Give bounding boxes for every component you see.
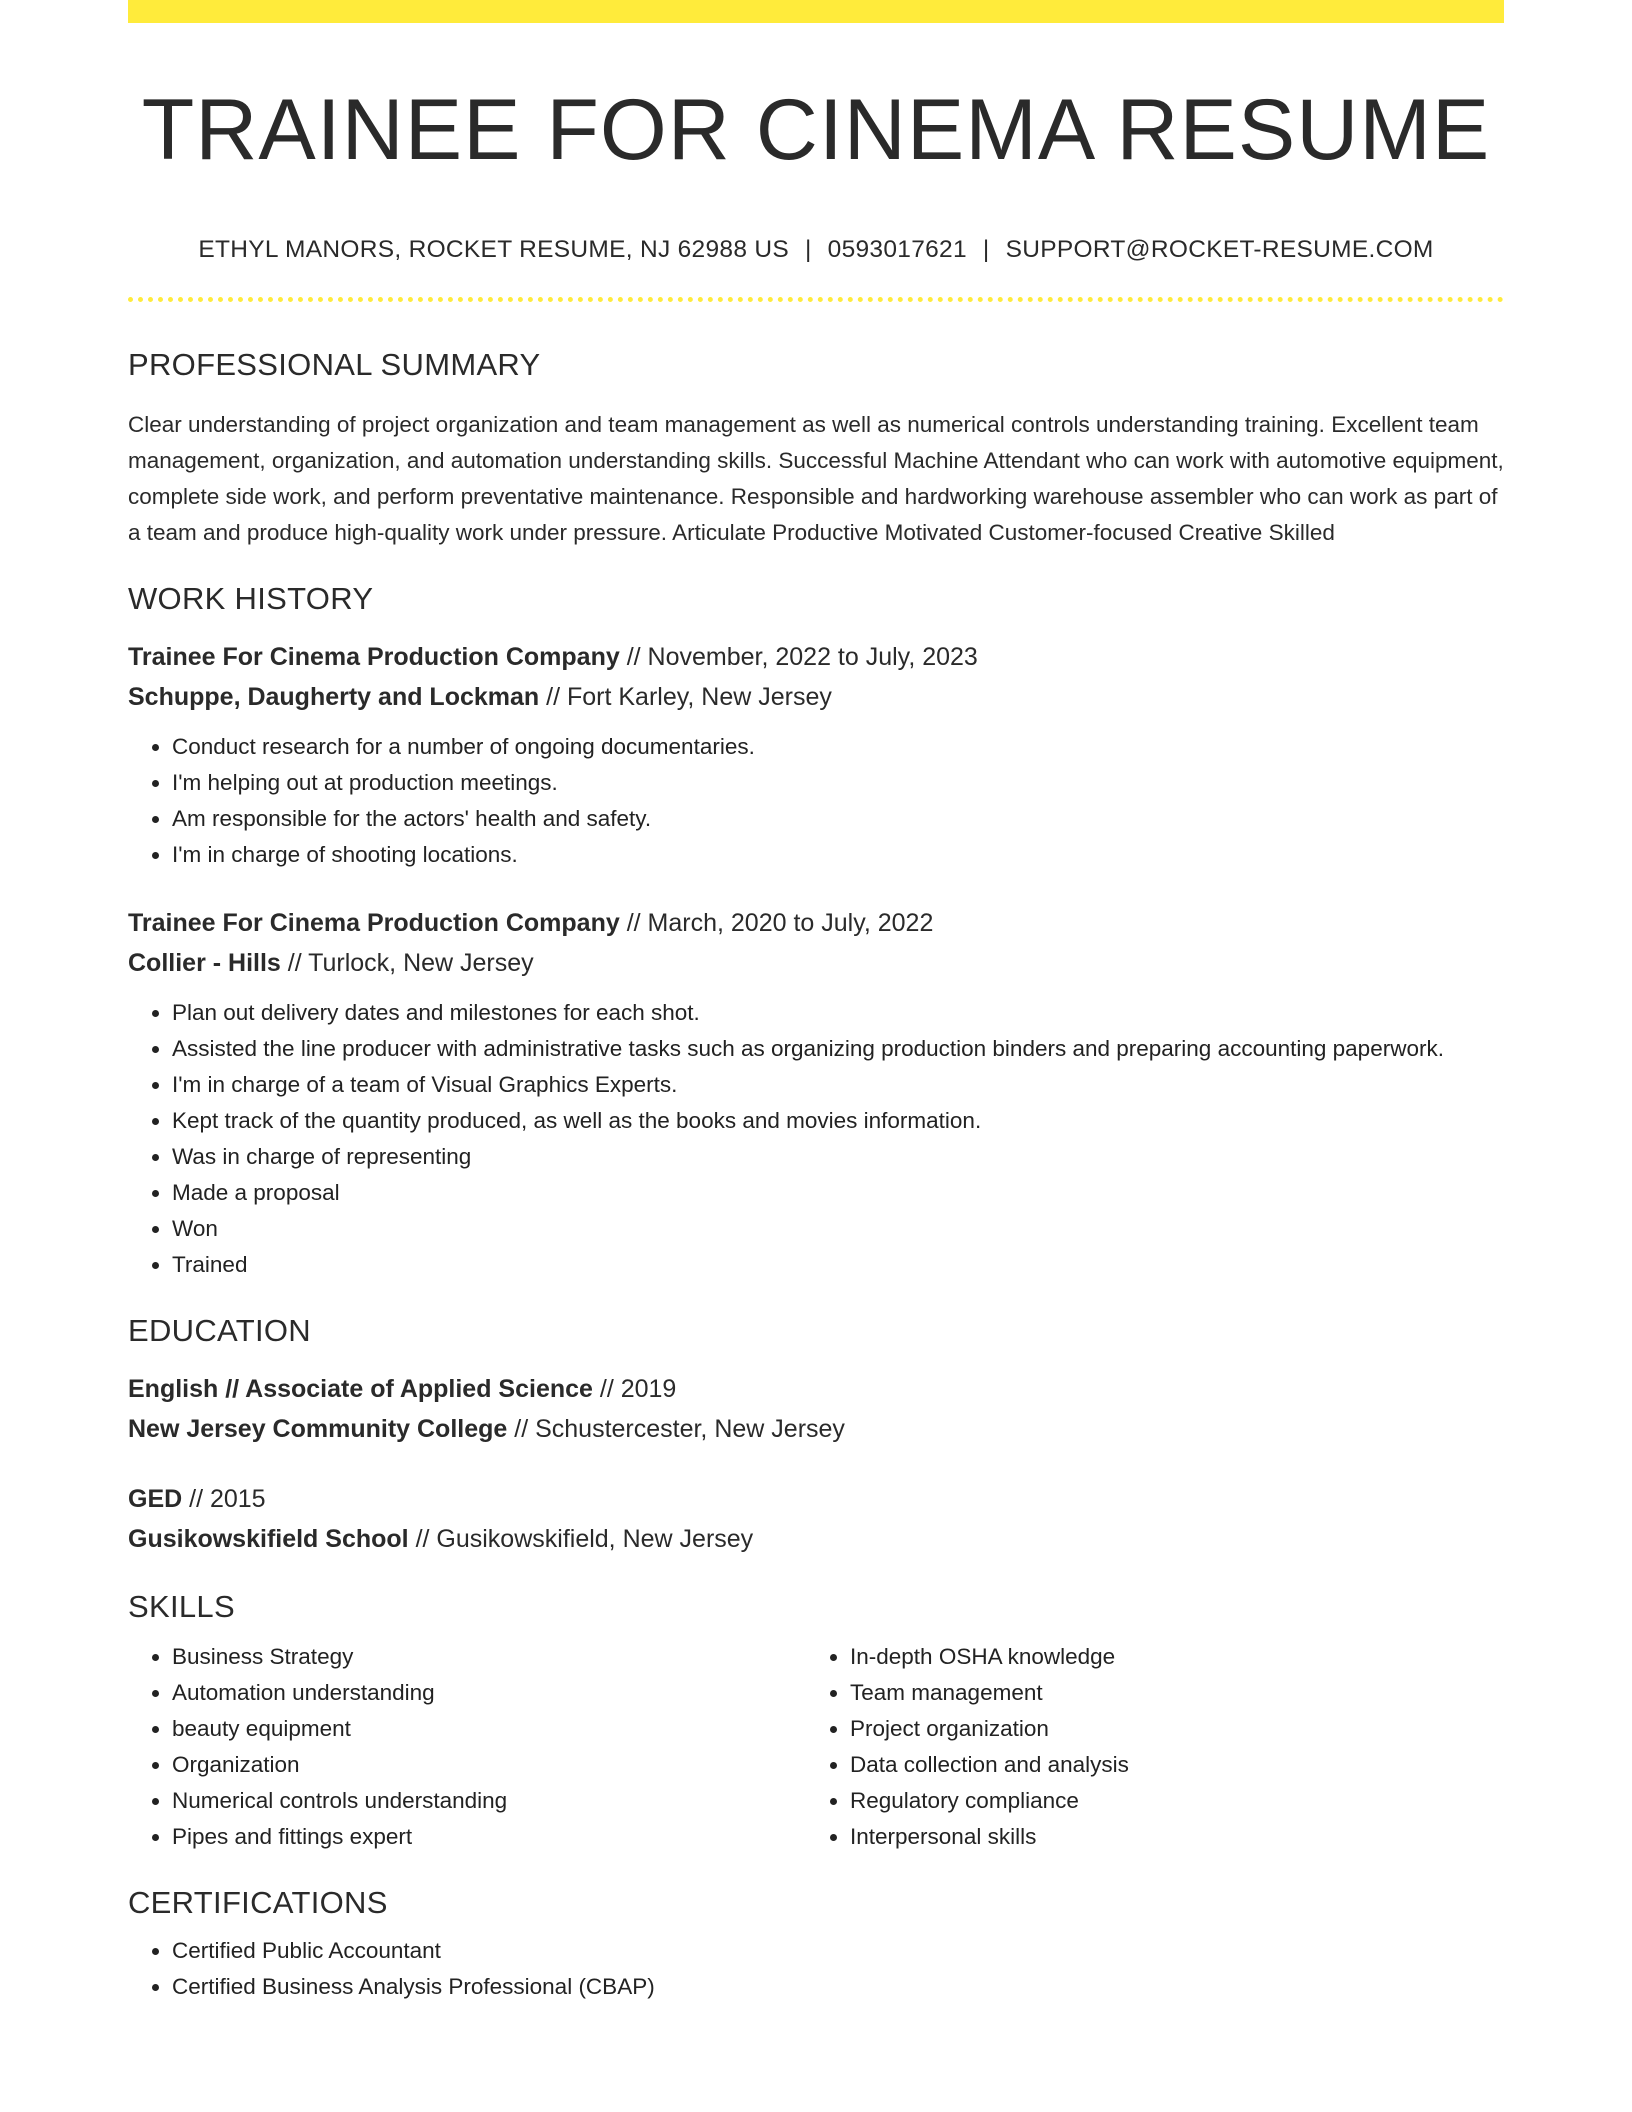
degree-year: // 2015 bbox=[182, 1484, 266, 1513]
list-item: • Team management bbox=[850, 1675, 1484, 1711]
school: Gusikowskifield School bbox=[128, 1524, 409, 1553]
contact-separator: | bbox=[982, 235, 990, 263]
list-item: • Assisted the line producer with administrative tasks such as organizing production binders and preparing accounting paperwork. bbox=[172, 1031, 1504, 1067]
contact-email[interactable]: SUPPORT@ROCKET-RESUME.COM bbox=[1005, 235, 1434, 263]
list-item: • Certified Business Analysis Professional (CBAP) bbox=[172, 1969, 1504, 2005]
skills-heading: SKILLS bbox=[128, 1588, 235, 1624]
job-title-line bbox=[128, 637, 1504, 677]
list-item: • Project organization bbox=[850, 1711, 1484, 1747]
job-bullets bbox=[128, 995, 1504, 1283]
resume-page bbox=[128, 0, 1504, 2005]
skills-list-right bbox=[806, 1639, 1484, 1855]
job-location: // Fort Karley, New Jersey bbox=[539, 682, 832, 711]
job-title-line bbox=[128, 903, 1504, 943]
list-item: • Trained bbox=[172, 1247, 1504, 1283]
list-item: • Kept track of the quantity produced, as well as the books and movies information. bbox=[172, 1103, 1504, 1139]
job-location: // Turlock, New Jersey bbox=[280, 948, 534, 977]
job-title: Trainee For Cinema Production Company bbox=[128, 642, 620, 671]
contact-address: ETHYL MANORS, ROCKET RESUME, NJ 62988 US bbox=[198, 235, 789, 263]
work-history-section bbox=[128, 581, 1504, 1283]
job-entry bbox=[128, 903, 1504, 1283]
list-item: • Automation understanding bbox=[172, 1675, 806, 1711]
list-item: • Am responsible for the actors' health and safety. bbox=[172, 801, 1504, 837]
job-dates: // March, 2020 to July, 2022 bbox=[619, 908, 934, 937]
accent-bar bbox=[128, 0, 1504, 23]
degree: English // Associate of Applied Science bbox=[128, 1374, 593, 1403]
job-bullets bbox=[128, 729, 1504, 873]
list-item: • Regulatory compliance bbox=[850, 1783, 1484, 1819]
degree-line bbox=[128, 1369, 1504, 1409]
job-company-line bbox=[128, 943, 1504, 983]
skills-section bbox=[128, 1589, 1504, 1855]
list-item: • Business Strategy bbox=[172, 1639, 806, 1675]
list-item: • Interpersonal skills bbox=[850, 1819, 1484, 1855]
list-item: • Certified Public Accountant bbox=[172, 1933, 1504, 1969]
skills-list-left bbox=[128, 1639, 806, 1855]
job-company: Schuppe, Daugherty and Lockman bbox=[128, 682, 540, 711]
list-item: • I'm in charge of shooting locations. bbox=[172, 837, 1504, 873]
contact-phone: 0593017621 bbox=[827, 235, 967, 263]
list-item: • Won bbox=[172, 1211, 1504, 1247]
school-line bbox=[128, 1409, 1504, 1449]
summary-heading: PROFESSIONAL SUMMARY bbox=[128, 346, 541, 382]
job-company-line bbox=[128, 677, 1504, 717]
degree-year: // 2019 bbox=[592, 1374, 677, 1403]
job-company: Collier - Hills bbox=[128, 948, 281, 977]
list-item: • Data collection and analysis bbox=[850, 1747, 1484, 1783]
list-item: • Pipes and fittings expert bbox=[172, 1819, 806, 1855]
summary-section bbox=[128, 347, 1504, 551]
certifications-section bbox=[128, 1885, 1504, 2005]
job-title: Trainee For Cinema Production Company bbox=[128, 908, 620, 937]
job-dates: // November, 2022 to July, 2023 bbox=[619, 642, 978, 671]
list-item: • Organization bbox=[172, 1747, 806, 1783]
degree-line bbox=[128, 1479, 1504, 1519]
resume-title: TRAINEE FOR CINEMA RESUME bbox=[141, 82, 1491, 178]
list-item: • Conduct research for a number of ongoing documentaries. bbox=[172, 729, 1504, 765]
degree: GED bbox=[128, 1484, 183, 1513]
summary-text: Clear understanding of project organization and team management as well as numerical controls understanding training. Excellent team management, organization, and automation understanding skills. Successful Machine Attendant who can work with automotive equipment, complete side work, and perform preventative maintenance. Responsible and hardworking warehouse assembler who can work as part of a team and produce high-quality work under pressure. Articulate Productive Motivated Customer-focused Creative Skilled bbox=[128, 411, 1504, 545]
work-history-heading: WORK HISTORY bbox=[128, 580, 374, 616]
contact-line bbox=[128, 236, 1504, 264]
certifications-list bbox=[128, 1933, 1504, 2005]
list-item: • I'm helping out at production meetings. bbox=[172, 765, 1504, 801]
list-item: • Made a proposal bbox=[172, 1175, 1504, 1211]
certifications-heading: CERTIFICATIONS bbox=[128, 1884, 388, 1920]
job-entry bbox=[128, 637, 1504, 873]
school-location: // Gusikowskifield, New Jersey bbox=[408, 1524, 754, 1553]
list-item: • Plan out delivery dates and milestones for each shot. bbox=[172, 995, 1504, 1031]
education-entry bbox=[128, 1479, 1504, 1559]
list-item: • Was in charge of representing bbox=[172, 1139, 1504, 1175]
education-entry bbox=[128, 1369, 1504, 1449]
skills-grid bbox=[128, 1639, 1504, 1855]
list-item: • beauty equipment bbox=[172, 1711, 806, 1747]
school-location: // Schustercester, New Jersey bbox=[507, 1414, 845, 1443]
list-item: • Numerical controls understanding bbox=[172, 1783, 806, 1819]
education-heading: EDUCATION bbox=[128, 1312, 311, 1348]
list-item: • In-depth OSHA knowledge bbox=[850, 1639, 1484, 1675]
education-section bbox=[128, 1313, 1504, 1559]
dotted-divider bbox=[128, 297, 1504, 302]
school-line bbox=[128, 1519, 1504, 1559]
list-item: • I'm in charge of a team of Visual Graphics Experts. bbox=[172, 1067, 1504, 1103]
contact-separator: | bbox=[804, 235, 812, 263]
school: New Jersey Community College bbox=[128, 1414, 508, 1443]
